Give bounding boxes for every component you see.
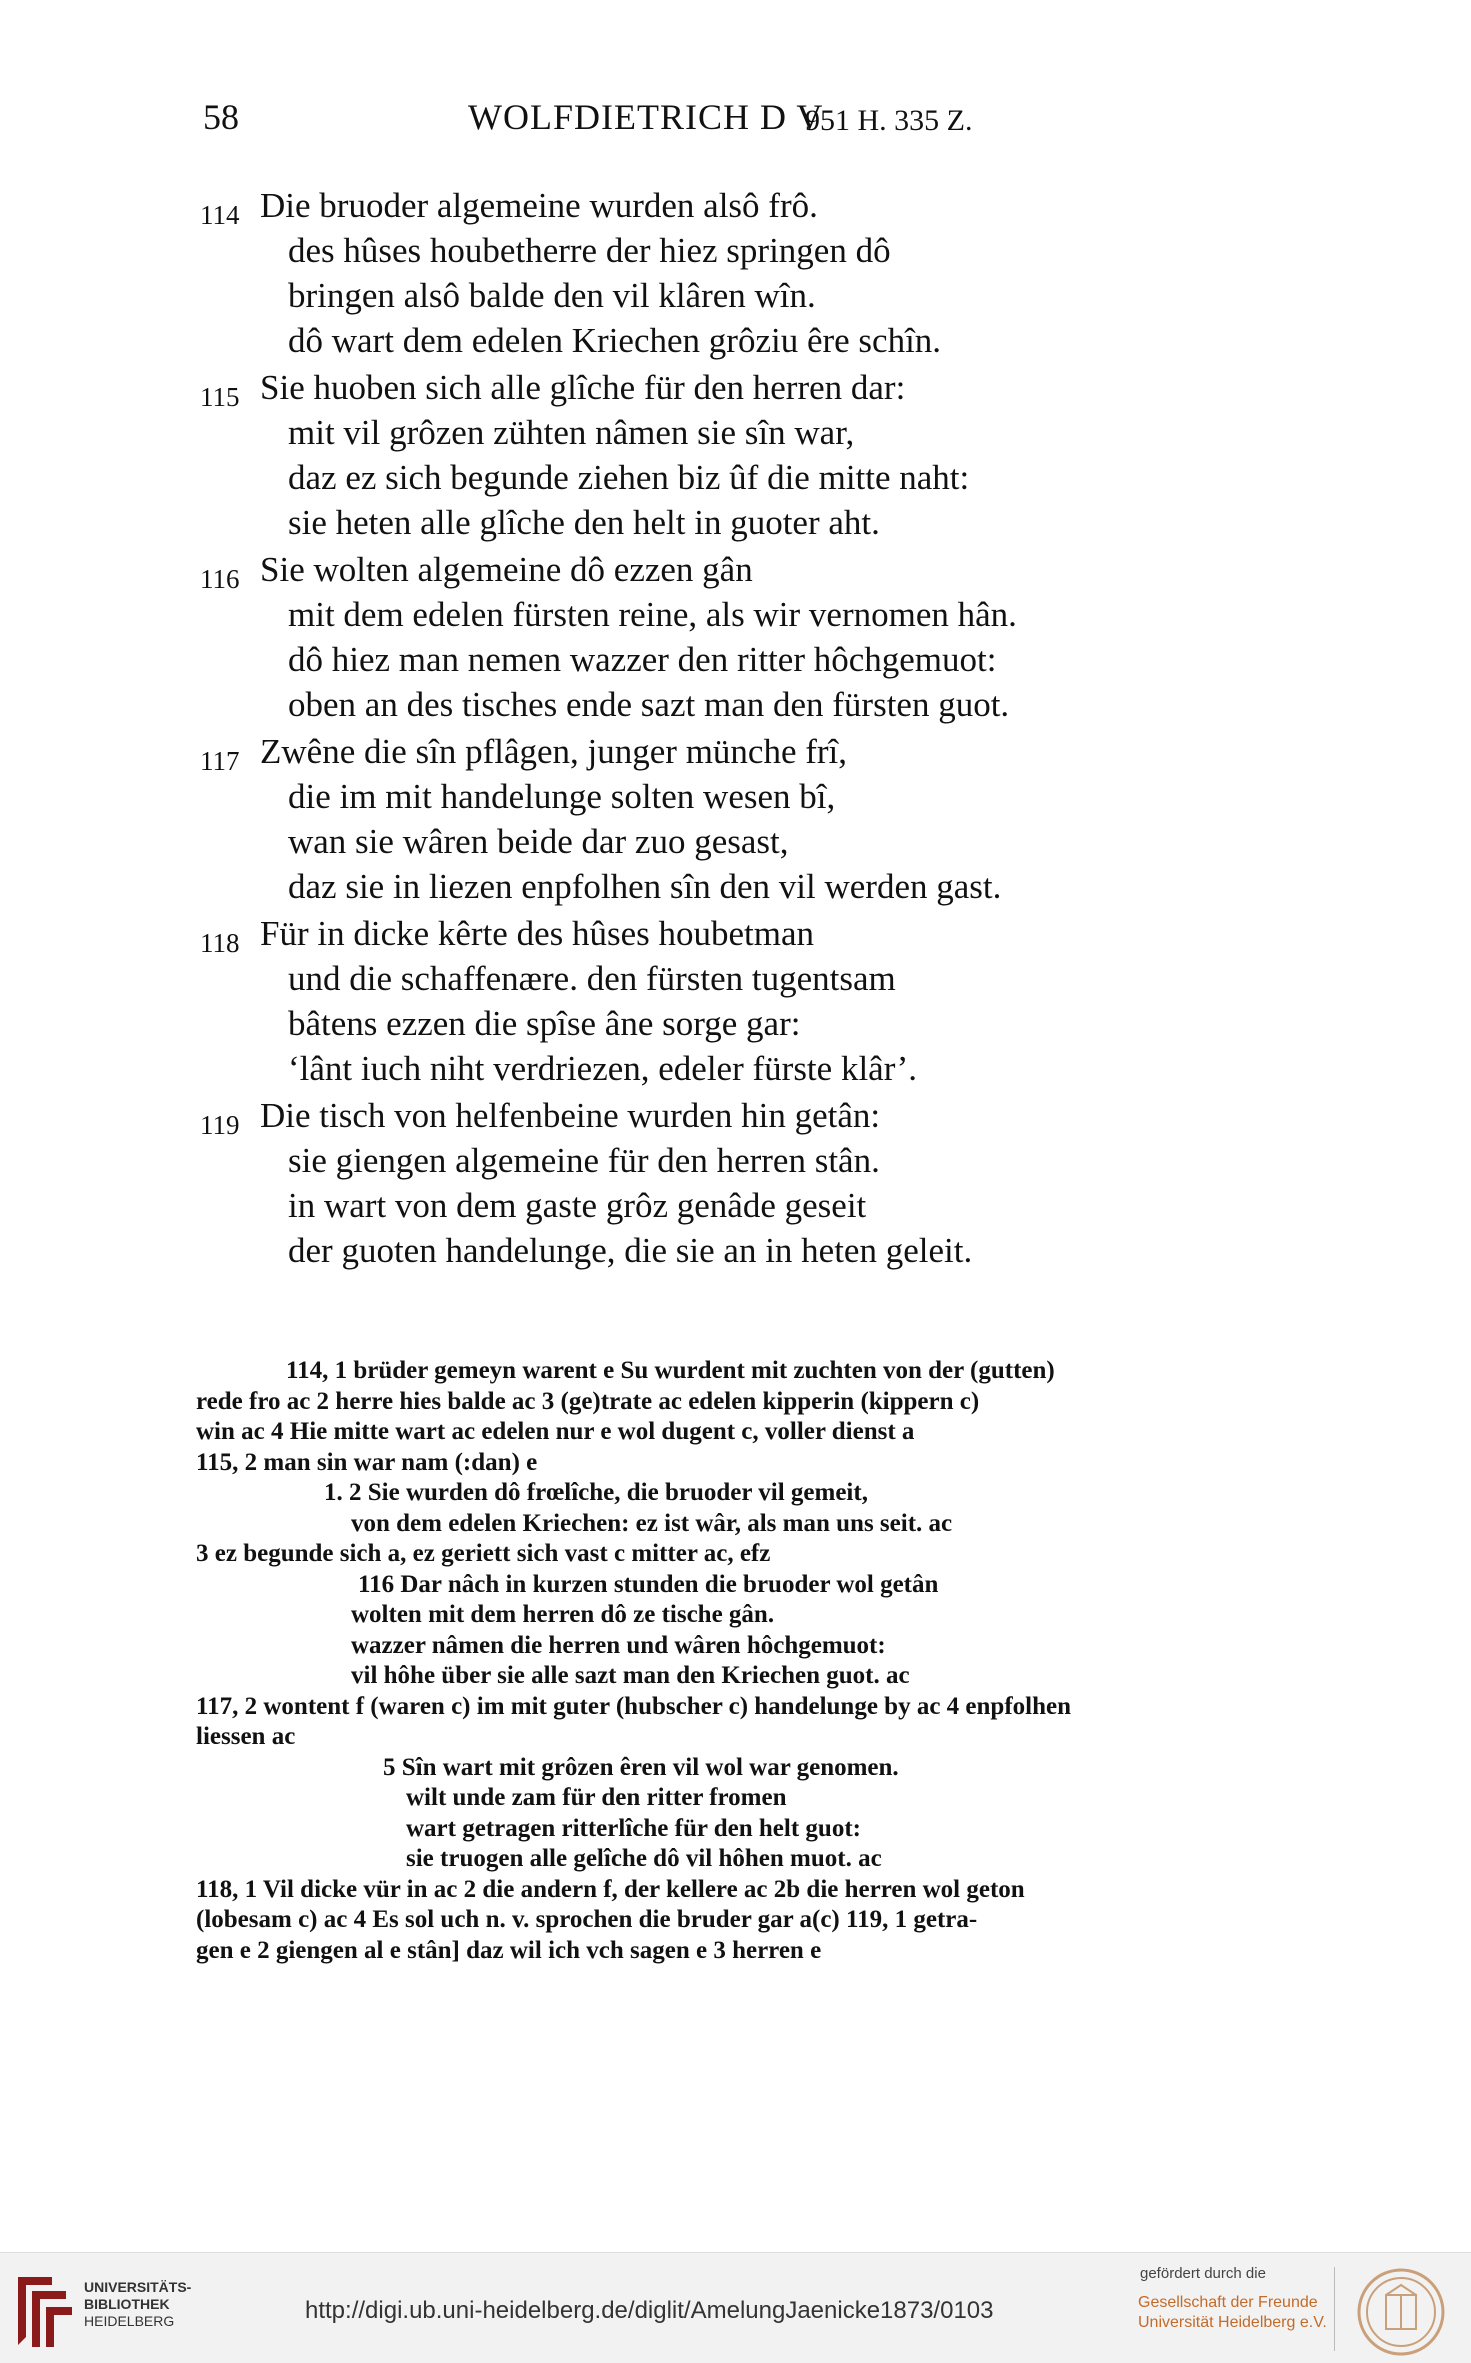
verse-line: daz ez sich begunde ziehen biz ûf die mitte naht: [288, 458, 970, 497]
apparatus-line: 5 Sîn wart mit grôzen êren vil wol war genomen. [383, 1753, 899, 1781]
sponsor-label: gefördert durch die [1140, 2265, 1266, 2282]
verse-line: Die tisch von helfenbeine wurden hin getân: [260, 1096, 881, 1135]
apparatus-line: 1. 2 Sie wurden dô frœlîche, die bruoder vil gemeit, [324, 1479, 868, 1506]
verse-line: bâtens ezzen die spîse âne sorge gar: [288, 1004, 801, 1043]
verse-line: Sie huoben sich alle glîche für den herren dar: [260, 368, 906, 407]
verse-number: 114 [200, 200, 240, 230]
running-meta: 951 H. 335 Z. [805, 104, 973, 137]
apparatus-line: 117, 2 wontent f (waren c) im mit guter (hubscher c) handelunge by ac 4 enpfolhen [196, 1692, 1071, 1720]
verse-line: in wart von dem gaste grôz genâde geseit [288, 1186, 867, 1225]
apparatus-line: 3 ez begunde sich a, ez geriett sich vast c mitter ac, efz [196, 1540, 771, 1567]
verse-line: ‘lânt iuch niht verdriezen, edeler fürste klâr’. [288, 1049, 918, 1088]
verse-line: und die schaffenære. den fürsten tugentsam [288, 959, 896, 998]
verse-line: mit dem edelen fürsten reine, als wir vernomen hân. [288, 595, 1017, 634]
apparatus-line: von dem edelen Kriechen: ez ist wâr, als man uns seit. ac [351, 1509, 953, 1537]
verse-line: bringen alsô balde den vil klâren wîn. [288, 276, 816, 315]
verse-line: Sie wolten algemeine dô ezzen gân [260, 550, 753, 589]
verse-line: mit vil grôzen zühten nâmen sie sîn war, [288, 413, 855, 452]
verse-line: Für in dicke kêrte des hûses houbetman [260, 914, 815, 953]
apparatus-line: 116 Dar nâch in kurzen stunden die bruoder wol getân [358, 1570, 939, 1598]
university-seal-icon [1356, 2267, 1446, 2357]
apparatus-line: wolten mit dem herren dô ze tische gân. [351, 1601, 775, 1628]
verse-line: daz sie in liezen enpfolhen sîn den vil werden gast. [288, 867, 1002, 906]
sponsor-name: Gesellschaft der Freunde Universität Heidelberg e.V. [1138, 2294, 1327, 2331]
critical-apparatus [196, 1356, 1301, 1966]
verse-line: sie heten alle glîche den helt in guoter aht. [288, 503, 880, 542]
apparatus-line: gen e 2 giengen al e stân] daz wil ich vch sagen e 3 herren e [196, 1936, 822, 1964]
apparatus-line: win ac 4 Hie mitte wart ac edelen nur e wol dugent c, voller dienst a [196, 1418, 915, 1445]
verse-number: 115 [200, 382, 240, 412]
verse-line: dô hiez man nemen wazzer den ritter hôchgemuot: [288, 640, 997, 679]
apparatus-line: wart getragen ritterlîche für den helt guot: [406, 1814, 861, 1842]
apparatus-line: wazzer nâmen die herren und wâren hôchgemuot: [351, 1631, 886, 1659]
permalink-link[interactable]: http://digi.ub.uni-heidelberg.de/diglit/AmelungJaenicke1873/0103 [305, 2297, 994, 2324]
apparatus-line: 118, 1 Vil dicke vür in ac 2 die andern f, der kellere ac 2b die herren wol geton [196, 1875, 1025, 1903]
footer-divider [1334, 2267, 1335, 2351]
verse-line: Zwêne die sîn pflâgen, junger münche frî, [260, 732, 848, 771]
apparatus-line: (lobesam c) ac 4 Es sol uch n. v. sprochen die bruder gar a(c) 119, 1 getra- [196, 1906, 978, 1933]
apparatus-line: wilt unde zam für den ritter fromen [406, 1784, 787, 1811]
footer-bar [0, 2252, 1471, 2363]
verse-line: Die bruoder algemeine wurden alsô frô. [260, 186, 818, 225]
apparatus-line: sie truogen alle gelîche dô vil hôhen muot. ac [406, 1845, 882, 1872]
verse-line: des hûses houbetherre der hiez springen dô [288, 231, 891, 270]
verse-number: 119 [200, 1110, 240, 1140]
library-logo-icon [12, 2267, 78, 2351]
verse-line: der guoten handelunge, die sie an in heten geleit. [288, 1231, 973, 1270]
page-number: 58 [203, 97, 239, 137]
apparatus-line: rede fro ac 2 herre hies balde ac 3 (ge)trate ac edelen kipperin (kippern c) [196, 1387, 980, 1415]
running-title: WOLFDIETRICH D V [468, 97, 824, 137]
library-name: UNIVERSITÄTS- BIBLIOTHEK HEIDELBERG [84, 2279, 192, 2329]
apparatus-line: liessen ac [196, 1723, 296, 1750]
apparatus-line: 115, 2 man sin war nam (:dan) e [196, 1448, 538, 1476]
verse-line: oben an des tisches ende sazt man den fürsten guot. [288, 685, 1010, 724]
apparatus-line: 114, 1 brüder gemeyn warent e Su wurdent mit zuchten von der (gutten) [286, 1357, 1055, 1384]
verse-line: sie giengen algemeine für den herren stân. [288, 1141, 880, 1180]
apparatus-line: vil hôhe über sie alle sazt man den Kriechen guot. ac [351, 1662, 910, 1689]
verse-line: dô wart dem edelen Kriechen grôziu êre schîn. [288, 321, 942, 360]
verse-number: 118 [200, 928, 240, 958]
verse-line: wan sie wâren beide dar zuo gesast, [288, 822, 789, 861]
verse-number: 116 [200, 564, 240, 594]
verse-line: die im mit handelunge solten wesen bî, [288, 777, 836, 816]
verse-number: 117 [200, 746, 240, 776]
